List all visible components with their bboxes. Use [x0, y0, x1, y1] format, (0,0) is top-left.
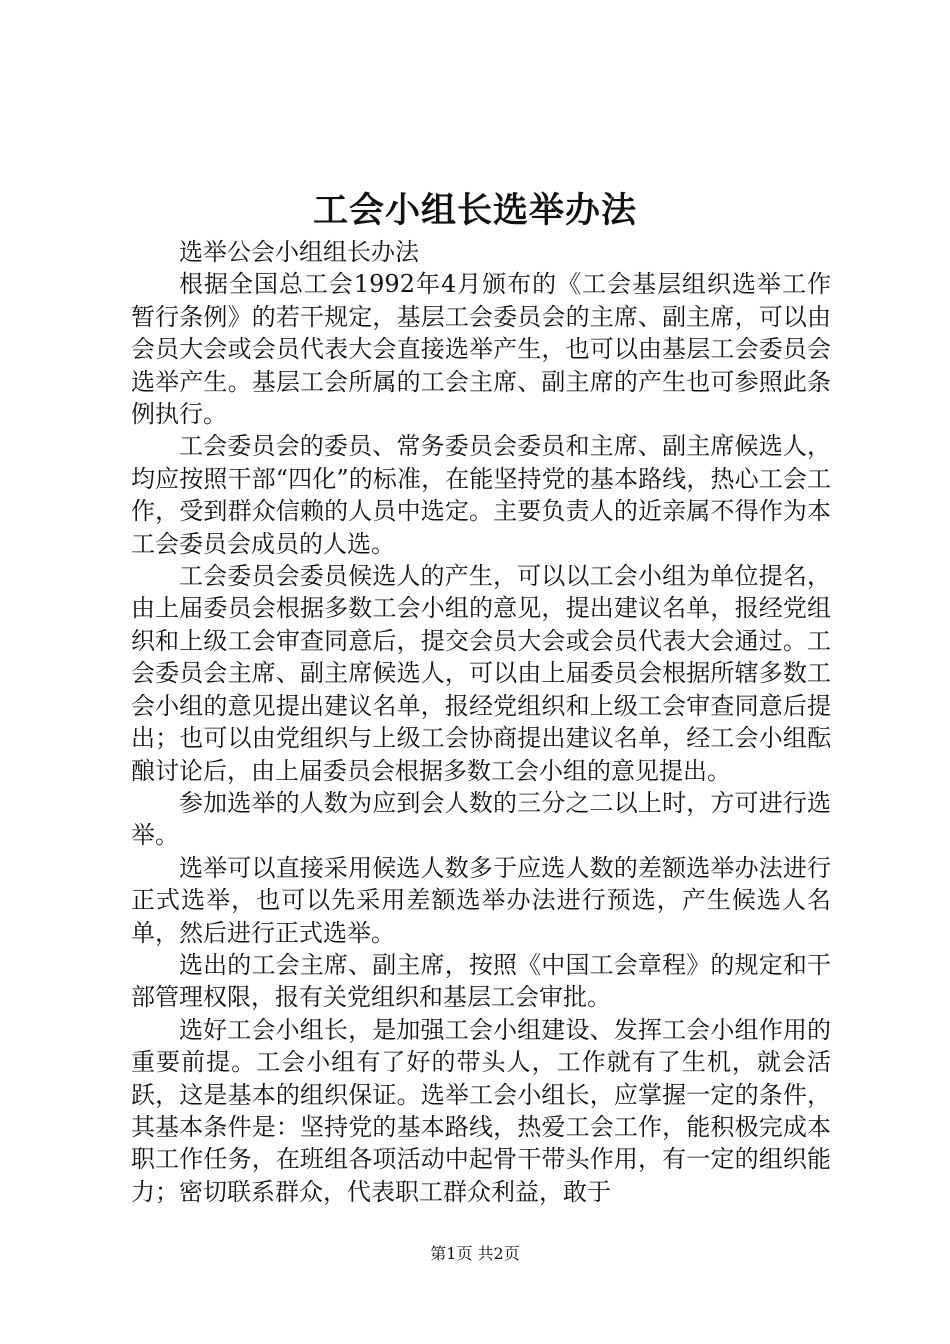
paragraph: 选举可以直接采用候选人数多于应选人数的差额选举办法进行正式选举，也可以先采用差额选举办法进行预选，产生候选人名单，然后进行正式选举。 — [131, 853, 831, 947]
document-title: 工会小组长选举办法 — [312, 190, 637, 231]
paragraph: 选好工会小组长，是加强工会小组建设、发挥工会小组作用的重要前提。工会小组有了好的带头人，工作就有了生机，就会活跃，这是基本的组织保证。选举工会小组长，应掌握一定的条件，其基本条件是：坚持党的基本路线，热爱工会工作，能积极完成本职工作任务，在班组各项活动中起骨干带头作用，有一定的组织能力；密切联系群众，代表职工群众利益，敢于 — [131, 1015, 831, 1206]
paragraph: 工会委员会委员候选人的产生，可以以工会小组为单位提名，由上届委员会根据多数工会小组的意见，提出建议名单，报经党组织和上级工会审查同意后，提交会员大会或会员代表大会通过。工会委员会主席、副主席候选人，可以由上届委员会根据所辖多数工会小组的意见提出建议名单，报经党组织和上级工会审查同意后提出；也可以由党组织与上级工会协商提出建议名单，经工会小组酝酿讨论后，由上届委员会根据多数工会小组的意见提出。 — [131, 562, 831, 785]
paragraph: 选出的工会主席、副主席，按照《中国工会章程》的规定和干部管理权限，报有关党组织和基层工会审批。 — [131, 950, 831, 1012]
page-footer: 第1页 共2页 — [430, 1244, 520, 1263]
paragraph-subtitle: 选举公会小组组长办法 — [179, 238, 419, 266]
paragraph: 参加选举的人数为应到会人数的三分之二以上时，方可进行选举。 — [131, 788, 831, 850]
paragraph: 根据全国总工会1992年4月颁布的《工会基层组织选举工作暂行条例》的若干规定，基层工会委员会的主席、副主席，可以由会员大会或会员代表大会直接选举产生，也可以由基层工会委员会选举产生。基层工会所属的工会主席、副主席的产生也可参照此条例执行。 — [131, 270, 831, 429]
document-body — [131, 236, 831, 1208]
paragraph: 工会委员会的委员、常务委员会委员和主席、副主席候选人，均应按照干部“四化”的标准，在能坚持党的基本路线，热心工会工作，受到群众信赖的人员中选定。主要负责人的近亲属不得作为本工会委员会成员的人选。 — [131, 432, 831, 558]
